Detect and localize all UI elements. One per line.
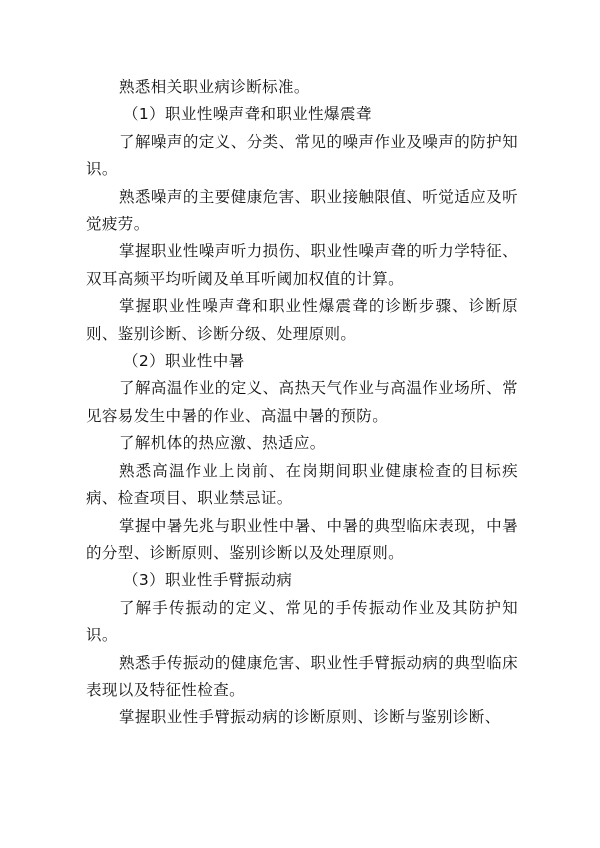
paragraph-6: 了解高温作业的定义、高热天气作业与高温作业场所、常见容易发生中暑的作业、高温中暑的预防。 [86, 379, 518, 425]
paragraph-9: 掌握中暑先兆与职业性中暑、中暑的典型临床表现，中暑的分型、诊断原则、鉴别诊断以及处理原则。 [86, 516, 518, 562]
paragraph-10: 了解手传振动的定义、常见的手传振动作业及其防护知识。 [86, 598, 518, 645]
paragraph-3: 熟悉噪声的主要健康危害、职业接触限值、听觉适应及听觉疲劳。 [86, 187, 518, 234]
section-heading-3: （3）职业性手臂振动病 [123, 571, 293, 590]
document-body [86, 74, 518, 732]
paragraph-7: 了解机体的热应激、热适应。 [119, 434, 326, 453]
paragraph-8: 熟悉高温作业上岗前、在岗期间职业健康检查的目标疾病、检查项目、职业禁忌证。 [86, 461, 518, 508]
paragraph-1: 熟悉相关职业病诊断标准。 [119, 78, 310, 96]
paragraph-2: 了解噪声的定义、分类、常见的噪声作业及噪声的防护知识。 [86, 132, 518, 179]
paragraph-4: 掌握职业性噪声听力损伤、职业性噪声聋的听力学特征、双耳高频平均听阈及单耳听阈加权值的计算。 [86, 242, 518, 288]
section-heading-2: （2）职业性中暑 [123, 352, 245, 371]
paragraph-11: 熟悉手传振动的健康危害、职业性手臂振动病的典型临床表现以及特征性检查。 [86, 653, 518, 699]
paragraph-12: 掌握职业性手臂振动病的诊断原则、诊断与鉴别诊断、 [119, 708, 501, 727]
paragraph-5: 掌握职业性噪声聋和职业性爆震聋的诊断步骤、诊断原则、鉴别诊断、诊断分级、处理原则。 [86, 297, 518, 343]
section-heading-1: （1）职业性噪声聋和职业性爆震聋 [123, 105, 372, 124]
